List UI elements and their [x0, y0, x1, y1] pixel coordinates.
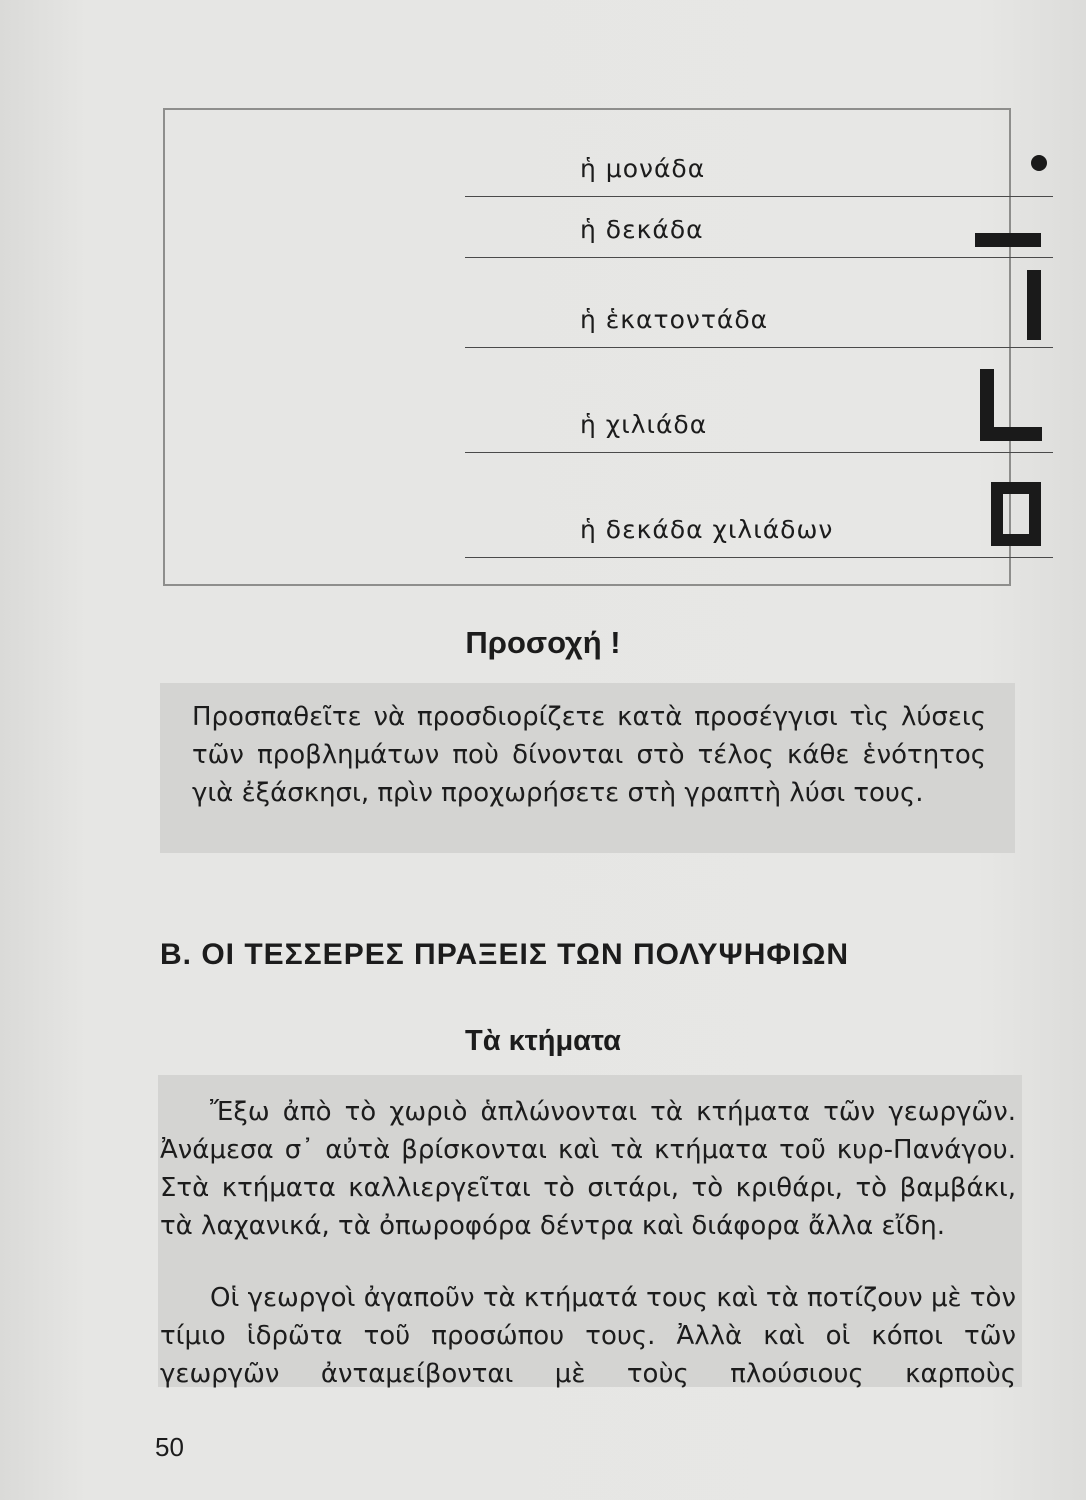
- section-subtitle: Τὰ κτήματα: [465, 1025, 621, 1057]
- units-legend-box: [163, 108, 1011, 586]
- hollow-box-symbol-icon: [991, 482, 1041, 546]
- unit-row-hundreds: [465, 258, 1053, 348]
- attention-text: Προσπαθεῖτε νὰ προσδιορίζετε κατὰ προσέγγισι τὶς λύσεις τῶν προβλημάτων ποὺ δίνονται στὸ τέλος κάθε ἑνότητος γιὰ ἐξάσκησι, πρὶν προχωρήσετε στὴ γραπτὴ λύσι τους.: [192, 702, 986, 808]
- body-paragraph-2: Οἱ γεωργοὶ ἀγαποῦν τὰ κτήματά τους καὶ τὰ ποτίζουν μὲ τὸν τίμιο ἱδρῶτα τοῦ προσώπου τους. Ἀλλὰ καὶ οἱ κόποι τῶν γεωργῶν ἀνταμείβονται μὲ τοὺς πλούσιους καρποὺς: [160, 1283, 1016, 1389]
- vertical-bar-symbol-icon: [1027, 270, 1041, 340]
- unit-label: ἡ μονάδα: [580, 154, 706, 183]
- unit-label: ἡ χιλιάδα: [580, 410, 708, 439]
- unit-divider: [465, 452, 1053, 453]
- unit-row-thousands: [465, 363, 1053, 453]
- body-paragraph-1: Ἔξω ἀπὸ τὸ χωριὸ ἁπλώνονται τὰ κτήματα τῶν γεωργῶν. Ἀνάμεσα σ᾽ αὐτὰ βρίσκονται καὶ τὰ κτήματα τοῦ κυρ-Πανάγου. Στὰ κτήματα καλλιεργεῖται τὸ σιτάρι, τὸ κριθάρι, τὸ βαμβάκι, τὰ λαχανικά, τὰ ὀπωροφόρα δέντρα καὶ διάφορα ἄλλα εἴδη.: [160, 1097, 1016, 1241]
- corner-l-symbol-icon: [980, 369, 1042, 441]
- unit-row-tens: [465, 168, 1053, 258]
- page-number: 50: [155, 1432, 184, 1462]
- unit-label: ἡ ἑκατοντάδα: [580, 305, 769, 334]
- horizontal-bar-symbol-icon: [975, 233, 1041, 247]
- unit-divider: [465, 347, 1053, 348]
- attention-heading: Προσοχή !: [465, 625, 621, 660]
- unit-divider: [465, 557, 1053, 558]
- unit-label: ἡ δεκάδα: [580, 215, 704, 244]
- unit-label: ἡ δεκάδα χιλιάδων: [580, 515, 834, 544]
- section-title: Β. ΟΙ ΤΕΣΣΕΡΕΣ ΠΡΑΞΕΙΣ ΤΩΝ ΠΟΛΥΨΗΦΙΩΝ: [160, 938, 850, 971]
- unit-row-ten-thousands: [465, 468, 1053, 558]
